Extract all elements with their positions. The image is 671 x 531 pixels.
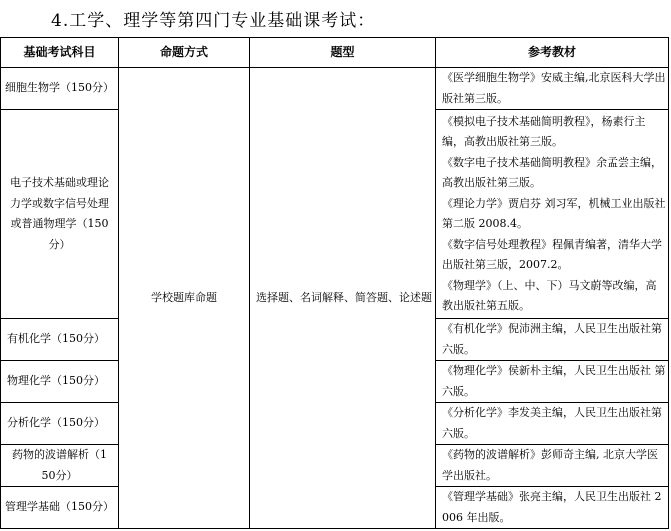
col-header-method: 命题方式 (119, 38, 250, 68)
reference-cell (436, 445, 669, 487)
question-type-cell (250, 68, 436, 529)
reference-item: 《分析化学》李发美主编，人民卫生出版社第六版。 (442, 406, 662, 440)
subject-cell (1, 319, 119, 361)
subject-text: 分析化学（150分） (7, 416, 105, 430)
section-heading: 4.工学、理学等第四门专业基础课考试： (51, 11, 376, 31)
method-cell (119, 68, 250, 529)
method-text: 学校题库命题 (151, 290, 217, 304)
subject-cell (1, 68, 119, 110)
reference-cell (436, 319, 669, 361)
subject-text: 电子技术基础或理论力学或数字信号处理或普通物理学（150分） (10, 176, 109, 251)
subject-text: 有机化学（150分） (7, 332, 105, 346)
reference-item: 《有机化学》倪沛洲主编，人民卫生出版社第六版。 (442, 322, 662, 356)
subject-cell (1, 487, 119, 529)
reference-cell (436, 68, 669, 110)
col-header-question-type: 题型 (250, 38, 436, 68)
subject-cell (1, 403, 119, 445)
exam-table (0, 37, 669, 529)
subject-text: 物理化学（150分） (7, 374, 105, 388)
reference-item: 《药物的波谱解析》彭师奇主编, 北京大学医学出版社。 (442, 448, 658, 482)
reference-item: 《数字信号处理教程》程佩青编著，清华大学出版社第三版，2007.2。 (442, 237, 662, 271)
reference-item: 《数字电子技术基础简明教程》余孟尝主编，高教出版社第三版。 (442, 155, 662, 189)
subject-cell (1, 445, 119, 487)
reference-item: 《理论力学》贾启芬 刘习军，机械工业出版社第二版 2008.4。 (442, 196, 666, 230)
reference-item: 《模拟电子技术基础简明教程》，杨素行主编，高教出版社第三版。 (442, 114, 646, 148)
reference-cell (436, 487, 669, 529)
subject-text: 细胞生物学（150分） (5, 81, 114, 95)
col-header-subject: 基础考试科目 (1, 38, 119, 68)
subject-cell (1, 110, 119, 319)
reference-item: 《医学细胞生物学》安威主编,北京医科大学出版社第三版。 (442, 71, 666, 105)
subject-text: 药物的波谱解析（150分） (12, 448, 107, 482)
subject-text: 管理学基础（150分） (5, 500, 114, 514)
col-header-reference: 参考教材 (436, 38, 669, 68)
reference-cell (436, 110, 669, 319)
table-row (1, 68, 669, 110)
reference-cell (436, 403, 669, 445)
question-type-text: 选择题、名词解释、简答题、论述题 (256, 290, 432, 304)
reference-item: 《物理学》（上、中、下）马文蔚等改编，高教出版社第五版。 (442, 278, 657, 312)
reference-cell (436, 361, 669, 403)
reference-item: 《物理化学》侯新朴主编，人民卫生出版社 第六版。 (442, 364, 666, 398)
table-header-row (1, 38, 669, 68)
subject-cell (1, 361, 119, 403)
reference-item: 《管理学基础》张亮主编，人民卫生出版社 2006 年出版。 (442, 490, 662, 524)
